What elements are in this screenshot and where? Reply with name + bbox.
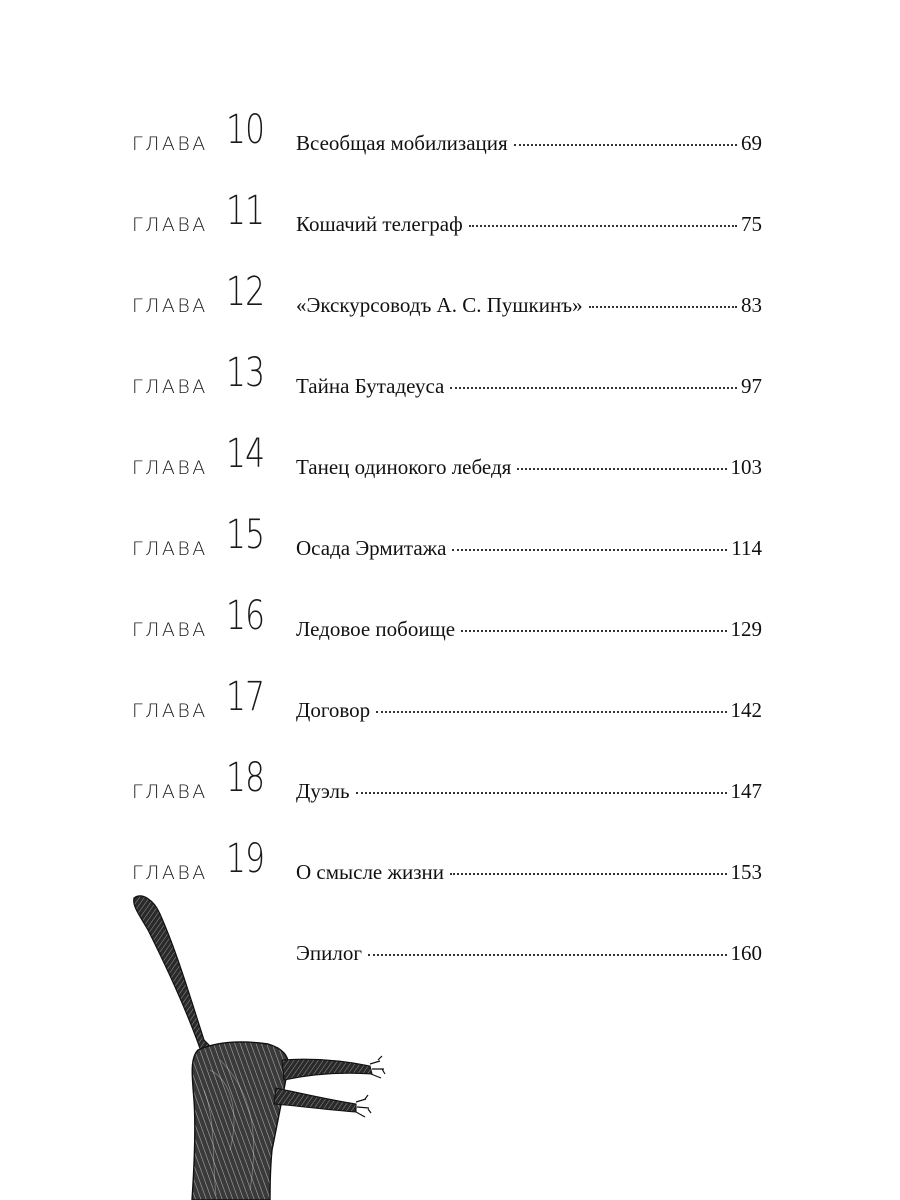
chapter-label: ГЛАВА [132, 700, 208, 722]
dot-leader [452, 549, 727, 551]
entry-title: Кошачий телеграф [296, 212, 463, 236]
entry-page-number: 153 [730, 860, 762, 884]
chapter-number: 19 [226, 836, 265, 882]
chapter-number: 17 [226, 674, 265, 720]
toc-row-chapter-17 [0, 674, 900, 737]
toc-entry[interactable] [296, 534, 762, 562]
entry-page-number: 69 [741, 131, 762, 155]
entry-title: Тайна Бутадеуса [296, 374, 445, 398]
toc-entry[interactable] [296, 453, 762, 481]
toc-row-chapter-12 [0, 269, 900, 332]
toc-entry[interactable] [296, 777, 762, 805]
entry-title: Дуэль [296, 779, 350, 803]
dot-leader [356, 792, 727, 794]
chapter-number: 14 [226, 431, 265, 477]
entry-page-number: 142 [730, 698, 762, 722]
entry-title: Танец одинокого лебедя [296, 455, 512, 479]
entry-page-number: 75 [741, 212, 762, 236]
toc-entry[interactable] [296, 129, 762, 157]
toc-entry[interactable] [296, 210, 762, 238]
chapter-label: ГЛАВА [132, 862, 208, 884]
chapter-number: 12 [226, 269, 265, 315]
entry-page-number: 114 [731, 536, 762, 560]
toc-entry[interactable] [296, 372, 762, 400]
cat-drawing-icon [120, 890, 400, 1200]
dot-leader [517, 468, 726, 470]
toc-entry[interactable] [296, 696, 762, 724]
entry-title: Ледовое побоище [296, 617, 456, 641]
entry-page-number: 103 [730, 455, 762, 479]
chapter-label: ГЛАВА [132, 295, 208, 317]
dot-leader [376, 711, 726, 713]
dot-leader [450, 387, 737, 389]
chapter-number: 11 [226, 188, 265, 234]
entry-title: Договор [296, 698, 371, 722]
entry-page-number: 147 [730, 779, 762, 803]
entry-title: О смысле жизни [296, 860, 445, 884]
toc-row-chapter-15 [0, 512, 900, 575]
chapter-label: ГЛАВА [132, 376, 208, 398]
dot-leader [368, 954, 727, 956]
dot-leader [514, 144, 737, 146]
toc-row-chapter-16 [0, 593, 900, 656]
toc-entry[interactable] [296, 858, 762, 886]
dot-leader [450, 873, 726, 875]
chapter-number: 15 [226, 512, 265, 558]
chapter-number: 16 [226, 593, 265, 639]
entry-title: «Экскурсоводъ А. С. Пушкинъ» [296, 293, 583, 317]
toc-row-chapter-14 [0, 431, 900, 494]
entry-title: Осада Эрмитажа [296, 536, 447, 560]
entry-title: Эпилог [296, 941, 362, 965]
toc-row-chapter-10 [0, 107, 900, 170]
chapter-number: 13 [226, 350, 265, 396]
toc-row-chapter-13 [0, 350, 900, 413]
chapter-number: 10 [226, 107, 265, 153]
chapter-label: ГЛАВА [132, 781, 208, 803]
dot-leader [589, 306, 737, 308]
toc-entry[interactable] [296, 615, 762, 643]
toc-row-chapter-18 [0, 755, 900, 818]
dot-leader [461, 630, 726, 632]
entry-page-number: 160 [730, 941, 762, 965]
entry-title: Всеобщая мобилизация [296, 131, 508, 155]
chapter-label: ГЛАВА [132, 214, 208, 236]
chapter-label: ГЛАВА [132, 457, 208, 479]
entry-page-number: 129 [730, 617, 762, 641]
entry-page-number: 97 [741, 374, 762, 398]
chapter-label: ГЛАВА [132, 133, 208, 155]
toc-entry[interactable] [296, 291, 762, 319]
dot-leader [469, 225, 737, 227]
toc-row-chapter-11 [0, 188, 900, 251]
entry-page-number: 83 [741, 293, 762, 317]
chapter-label: ГЛАВА [132, 619, 208, 641]
chapter-label: ГЛАВА [132, 538, 208, 560]
chapter-number: 18 [226, 755, 265, 801]
